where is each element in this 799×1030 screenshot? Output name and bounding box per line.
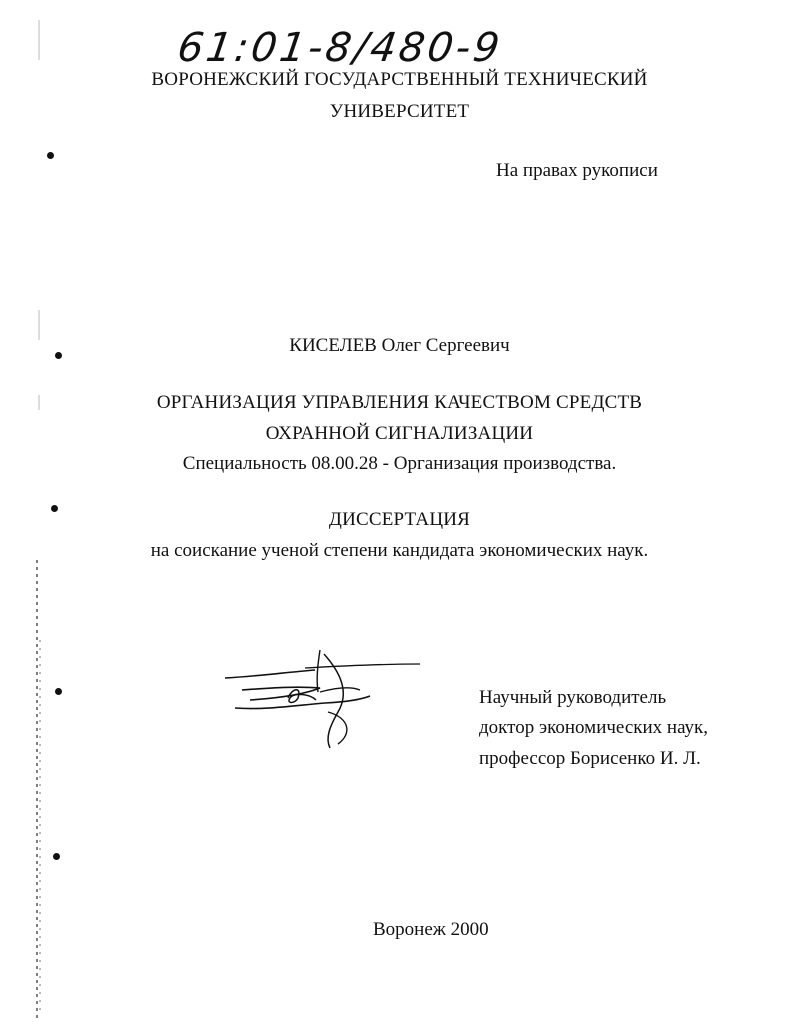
scan-dot-mark xyxy=(47,152,54,159)
dissertation-title-line2: ОХРАННОЙ СИГНАЛИЗАЦИИ xyxy=(265,423,534,444)
university-name-line1: ВОРОНЕЖСКИЙ ГОСУДАРСТВЕННЫЙ ТЕХНИЧЕСКИЙ xyxy=(151,69,648,90)
specialty-line: Специальность 08.00.28 - Организация производства. xyxy=(182,453,617,474)
scan-dot-mark xyxy=(53,853,60,860)
degree-line: на соискание ученой степени кандидата экономических наук. xyxy=(150,540,649,561)
dissertation-title-line1: ОРГАНИЗАЦИЯ УПРАВЛЕНИЯ КАЧЕСТВОМ СРЕДСТВ xyxy=(156,392,643,413)
author-name: КИСЕЛЕВ Олег Сергеевич xyxy=(289,335,510,356)
supervisor-degree: доктор экономических наук, xyxy=(479,717,709,738)
supervisor-signature xyxy=(220,648,430,756)
manuscript-note: На правах рукописи xyxy=(496,160,658,181)
archive-code-handwritten: 61:01-8/480-9 xyxy=(174,25,506,71)
document-type: ДИССЕРТАЦИЯ xyxy=(328,509,471,530)
scan-dot-mark xyxy=(55,688,62,695)
supervisor-name: профессор Борисенко И. Л. xyxy=(479,748,701,769)
city-year: Воронеж 2000 xyxy=(373,919,489,940)
university-name-line2: УНИВЕРСИТЕТ xyxy=(329,101,470,122)
supervisor-role: Научный руководитель xyxy=(479,687,667,708)
